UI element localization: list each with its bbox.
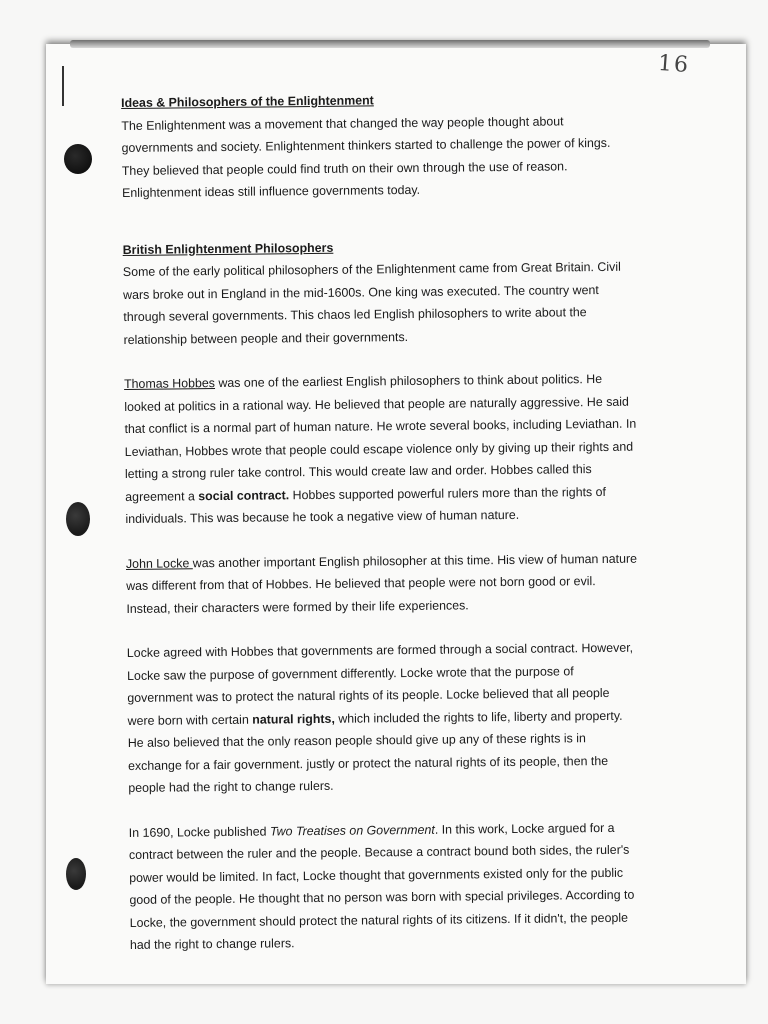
british-heading: British Enlightenment Philosophers — [122, 240, 334, 257]
punch-hole-middle — [66, 502, 90, 536]
locke-name: John Locke — [125, 555, 193, 571]
hobbes-name: Thomas Hobbes — [123, 376, 216, 391]
punch-hole-bottom — [66, 858, 86, 890]
handwritten-page-number: 16 — [657, 50, 691, 79]
punch-hole-top — [64, 144, 92, 174]
intro-paragraph: The Enlightenment was a movement that changed the way people thought about governments and society. Enlightenment thinkers started to challenge the power of kings. They believed that people could find truth on their own through the use of reason. Enlightenment ideas still influence governments today. — [121, 113, 611, 200]
social-contract-term: social contract. — [198, 487, 290, 503]
locke-contract-paragraph — [127, 637, 641, 800]
locke-text: was another important English philosopher at this time. His view of human nature was different from that of Hobbes. He believed that people were not born good or evil. Instead, their characters were formed by their life experiences. — [126, 551, 638, 616]
intro-heading: Ideas & Philosophers of the Enlightenment — [121, 93, 374, 110]
treatises-paragraph — [129, 816, 642, 956]
document-body — [121, 87, 642, 979]
locke-paragraph — [126, 547, 639, 620]
treatises-title: Two Treatises on Government — [269, 822, 435, 838]
hobbes-text-b: Hobbes supported powerful rulers more than the rights of individuals. This was because he took a negative view of human nature. — [125, 484, 607, 526]
hobbes-paragraph — [124, 368, 638, 531]
paper-top-edge — [70, 40, 710, 48]
british-paragraph: Some of the early political philosophers of the Enlightenment came from Great Britain. Civil wars broke out in England in the mid-1600s. One king was executed. The country went through several governments. This chaos led English philosophers to write about the relationship between people and their governments. — [122, 259, 621, 347]
treatises-text-b: . In this work, Locke argued for a contract between the ruler and the people. Because a contract bound both sides, the ruler's power would be limited. In fact, Locke thought that governments existed only for the public good of the people. He thought that no person was born with special privileges. According to Locke, the government should protect the natural rights of its citizens. If it didn't, the people had the right to change rulers. — [128, 820, 635, 952]
natural-rights-term: natural rights, — [252, 711, 335, 727]
treatises-text-a: In 1690, Locke published — [128, 823, 271, 840]
locke-contract-text-b: which included the rights to life, liberty and property. He also believed that the only reason people should give up any of these rights is in exchange for a fair government. justly or protect the natural rights of its people, then the people had the right to change rulers. — [127, 708, 623, 795]
margin-pen-mark — [62, 66, 64, 106]
hobbes-text-a: was one of the earliest English philosophers to think about politics. He looked at politics in a rational way. He believed that people are naturally aggressive. He said that conflict is a normal part of human nature. He wrote several books, including Leviathan. In Leviathan, Hobbes wrote that people could escape violence only by giving up their rights and letting a strong ruler take control. This would create law and order. Hobbes called this agreement a — [124, 371, 637, 504]
locke-contract-text-a: Locke agreed with Hobbes that governments are formed through a social contract. However, Locke saw the purpose of government differently. Locke wrote that the purpose of government was to protect the natural rights of its people. Locke believed that all people were born with certain — [126, 640, 634, 728]
